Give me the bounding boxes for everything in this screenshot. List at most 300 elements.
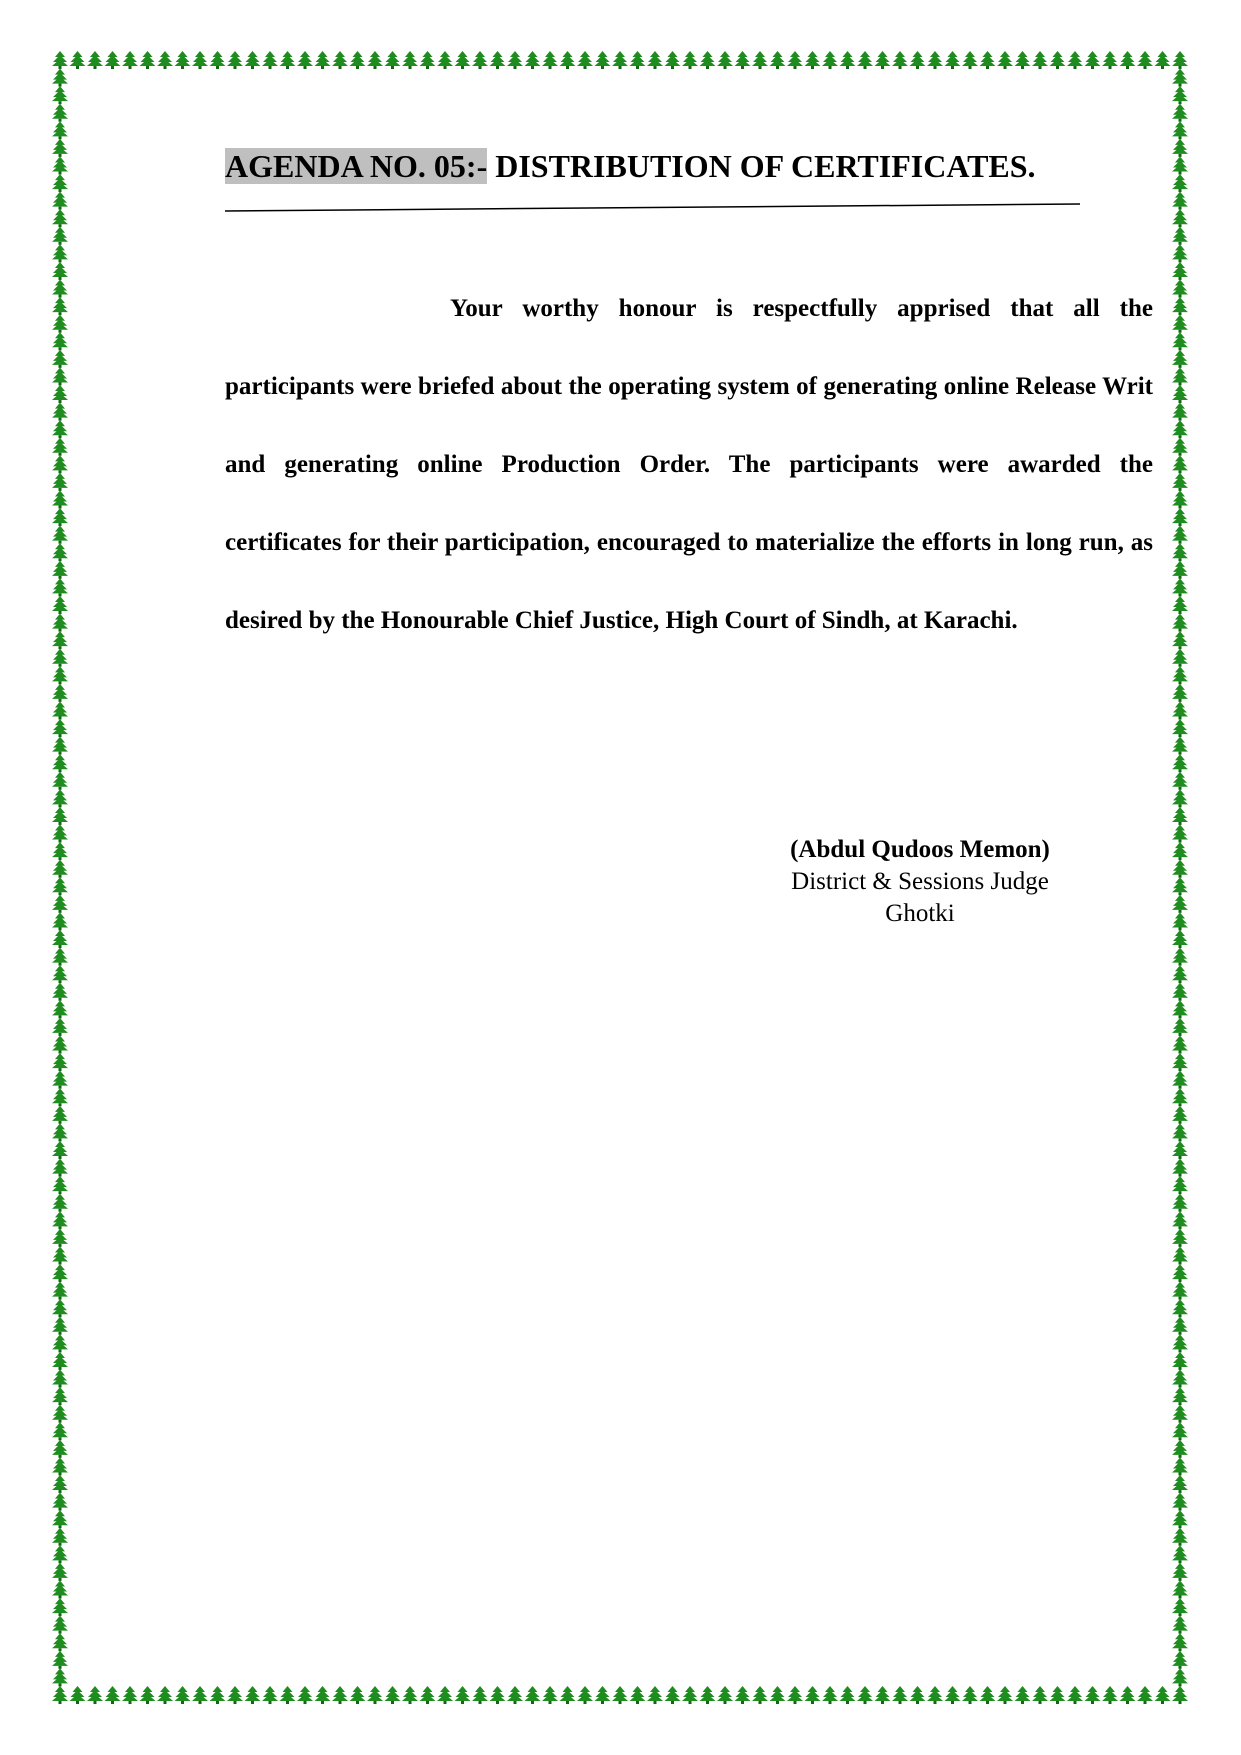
pine-tree-icon bbox=[52, 367, 68, 385]
pine-tree-icon bbox=[822, 1686, 838, 1704]
pine-tree-icon bbox=[1172, 912, 1188, 930]
pine-tree-icon bbox=[1172, 561, 1188, 579]
pine-tree-icon bbox=[1172, 877, 1188, 895]
pine-tree-icon bbox=[157, 1686, 173, 1704]
pine-tree-icon bbox=[52, 244, 68, 262]
pine-tree-icon bbox=[122, 1686, 138, 1704]
pine-tree-icon bbox=[420, 51, 436, 69]
pine-tree-icon bbox=[1120, 51, 1136, 69]
pine-tree-icon bbox=[52, 772, 68, 790]
pine-tree-icon bbox=[490, 51, 506, 69]
pine-tree-icon bbox=[210, 1686, 226, 1704]
pine-tree-icon bbox=[140, 51, 156, 69]
pine-tree-icon bbox=[52, 174, 68, 192]
pine-tree-icon bbox=[1172, 403, 1188, 421]
pine-tree-icon bbox=[1172, 315, 1188, 333]
pine-tree-icon bbox=[52, 737, 68, 755]
pine-tree-icon bbox=[52, 104, 68, 122]
pine-tree-icon bbox=[507, 51, 523, 69]
pine-tree-icon bbox=[1172, 174, 1188, 192]
pine-tree-icon bbox=[52, 526, 68, 544]
pine-tree-icon bbox=[700, 51, 716, 69]
pine-tree-icon bbox=[52, 701, 68, 719]
pine-tree-icon bbox=[52, 561, 68, 579]
pine-tree-icon bbox=[402, 1686, 418, 1704]
pine-tree-icon bbox=[1172, 1088, 1188, 1106]
pine-tree-icon bbox=[1172, 1176, 1188, 1194]
pine-tree-icon bbox=[1172, 192, 1188, 210]
pine-tree-icon bbox=[630, 51, 646, 69]
pine-tree-icon bbox=[1172, 455, 1188, 473]
pine-tree-icon bbox=[402, 51, 418, 69]
pine-tree-icon bbox=[52, 262, 68, 280]
pine-tree-icon bbox=[805, 51, 821, 69]
pine-tree-icon bbox=[52, 1211, 68, 1229]
pine-tree-icon bbox=[1172, 1194, 1188, 1212]
pine-tree-icon bbox=[52, 825, 68, 843]
pine-tree-icon bbox=[1120, 1686, 1136, 1704]
pine-tree-icon bbox=[52, 666, 68, 684]
pine-tree-icon bbox=[227, 1686, 243, 1704]
pine-tree-icon bbox=[560, 51, 576, 69]
pine-tree-icon bbox=[52, 1246, 68, 1264]
pine-tree-icon bbox=[1172, 1246, 1188, 1264]
pine-tree-icon bbox=[52, 139, 68, 157]
pine-tree-icon bbox=[52, 1053, 68, 1071]
pine-tree-icon bbox=[910, 1686, 926, 1704]
pine-tree-icon bbox=[735, 51, 751, 69]
pine-tree-icon bbox=[350, 51, 366, 69]
pine-tree-icon bbox=[455, 51, 471, 69]
pine-tree-icon bbox=[1172, 1563, 1188, 1581]
pine-tree-icon bbox=[52, 1457, 68, 1475]
pine-tree-icon bbox=[52, 842, 68, 860]
pine-tree-icon bbox=[1172, 367, 1188, 385]
pine-tree-icon bbox=[52, 1088, 68, 1106]
pine-tree-icon bbox=[52, 508, 68, 526]
pine-tree-icon bbox=[1172, 227, 1188, 245]
pine-tree-icon bbox=[52, 1581, 68, 1599]
pine-tree-icon bbox=[52, 297, 68, 315]
pine-tree-icon bbox=[52, 491, 68, 509]
pine-tree-icon bbox=[52, 121, 68, 139]
pine-tree-icon bbox=[52, 1299, 68, 1317]
heading-underline bbox=[225, 202, 1080, 214]
pine-tree-icon bbox=[140, 1686, 156, 1704]
pine-tree-icon bbox=[52, 1264, 68, 1282]
pine-tree-icon bbox=[1172, 807, 1188, 825]
pine-tree-icon bbox=[262, 1686, 278, 1704]
pine-tree-icon bbox=[1172, 1633, 1188, 1651]
pine-tree-icon bbox=[1172, 1264, 1188, 1282]
pine-tree-icon bbox=[1032, 51, 1048, 69]
pine-tree-icon bbox=[717, 51, 733, 69]
pine-tree-icon bbox=[332, 51, 348, 69]
pine-tree-icon bbox=[840, 1686, 856, 1704]
pine-tree-icon bbox=[927, 1686, 943, 1704]
pine-tree-icon bbox=[420, 1686, 436, 1704]
pine-tree-icon bbox=[997, 51, 1013, 69]
pine-tree-icon bbox=[105, 1686, 121, 1704]
pine-tree-icon bbox=[367, 1686, 383, 1704]
pine-tree-icon bbox=[595, 1686, 611, 1704]
pine-tree-icon bbox=[1172, 1422, 1188, 1440]
pine-tree-icon bbox=[1155, 51, 1171, 69]
pine-tree-icon bbox=[1172, 508, 1188, 526]
pine-tree-icon bbox=[1172, 473, 1188, 491]
pine-tree-icon bbox=[1172, 51, 1188, 69]
pine-tree-icon bbox=[1172, 649, 1188, 667]
pine-tree-icon bbox=[787, 51, 803, 69]
pine-tree-icon bbox=[1172, 69, 1188, 87]
pine-tree-icon bbox=[1172, 930, 1188, 948]
pine-tree-icon bbox=[1172, 1457, 1188, 1475]
pine-tree-icon bbox=[1172, 1598, 1188, 1616]
pine-tree-icon bbox=[577, 1686, 593, 1704]
pine-tree-icon bbox=[997, 1686, 1013, 1704]
pine-tree-icon bbox=[52, 438, 68, 456]
pine-tree-icon bbox=[647, 1686, 663, 1704]
agenda-title: DISTRIBUTION OF CERTIFICATES. bbox=[487, 148, 1036, 184]
pine-tree-icon bbox=[752, 51, 768, 69]
pine-tree-icon bbox=[577, 51, 593, 69]
pine-tree-icon bbox=[892, 51, 908, 69]
pine-tree-icon bbox=[525, 51, 541, 69]
pine-tree-icon bbox=[1172, 596, 1188, 614]
pine-tree-icon bbox=[52, 1422, 68, 1440]
pine-tree-icon bbox=[52, 1651, 68, 1669]
pine-tree-icon bbox=[1172, 1545, 1188, 1563]
pine-tree-icon bbox=[52, 1194, 68, 1212]
pine-tree-icon bbox=[385, 1686, 401, 1704]
pine-tree-icon bbox=[245, 51, 261, 69]
pine-tree-icon bbox=[612, 1686, 628, 1704]
pine-tree-icon bbox=[1172, 754, 1188, 772]
pine-tree-icon bbox=[1172, 543, 1188, 561]
pine-tree-icon bbox=[52, 860, 68, 878]
pine-tree-icon bbox=[52, 983, 68, 1001]
pine-tree-icon bbox=[1172, 631, 1188, 649]
pine-tree-icon bbox=[105, 51, 121, 69]
pine-tree-icon bbox=[1172, 1370, 1188, 1388]
pine-tree-icon bbox=[52, 86, 68, 104]
pine-tree-icon bbox=[1172, 965, 1188, 983]
pine-tree-icon bbox=[1015, 1686, 1031, 1704]
pine-tree-icon bbox=[437, 1686, 453, 1704]
pine-tree-icon bbox=[192, 51, 208, 69]
pine-tree-icon bbox=[52, 1563, 68, 1581]
pine-tree-icon bbox=[437, 51, 453, 69]
pine-tree-icon bbox=[1172, 1106, 1188, 1124]
pine-tree-icon bbox=[350, 1686, 366, 1704]
pine-tree-icon bbox=[52, 1018, 68, 1036]
pine-tree-icon bbox=[87, 51, 103, 69]
pine-tree-icon bbox=[52, 1334, 68, 1352]
pine-tree-icon bbox=[1172, 1123, 1188, 1141]
pine-tree-icon bbox=[52, 596, 68, 614]
pine-tree-icon bbox=[52, 789, 68, 807]
pine-tree-icon bbox=[262, 51, 278, 69]
pine-tree-icon bbox=[1172, 1493, 1188, 1511]
pine-tree-icon bbox=[1102, 1686, 1118, 1704]
pine-tree-icon bbox=[52, 280, 68, 298]
pine-tree-icon bbox=[52, 912, 68, 930]
pine-tree-icon bbox=[700, 1686, 716, 1704]
pine-tree-icon bbox=[52, 1528, 68, 1546]
pine-tree-icon bbox=[52, 69, 68, 87]
pine-tree-icon bbox=[962, 51, 978, 69]
pine-tree-icon bbox=[1172, 1159, 1188, 1177]
pine-tree-icon bbox=[52, 1668, 68, 1686]
pine-tree-icon bbox=[52, 1106, 68, 1124]
pine-tree-icon bbox=[857, 51, 873, 69]
pine-tree-icon bbox=[1032, 1686, 1048, 1704]
pine-tree-icon bbox=[52, 807, 68, 825]
pine-tree-icon bbox=[52, 1036, 68, 1054]
pine-tree-icon bbox=[595, 51, 611, 69]
pine-tree-icon bbox=[52, 1229, 68, 1247]
pine-tree-icon bbox=[1172, 297, 1188, 315]
pine-tree-icon bbox=[245, 1686, 261, 1704]
pine-tree-icon bbox=[1172, 438, 1188, 456]
pine-tree-icon bbox=[945, 1686, 961, 1704]
pine-tree-icon bbox=[787, 1686, 803, 1704]
pine-tree-icon bbox=[927, 51, 943, 69]
pine-tree-icon bbox=[735, 1686, 751, 1704]
pine-tree-icon bbox=[630, 1686, 646, 1704]
pine-tree-icon bbox=[1172, 825, 1188, 843]
pine-tree-icon bbox=[52, 1616, 68, 1634]
pine-tree-icon bbox=[542, 1686, 558, 1704]
pine-tree-icon bbox=[857, 1686, 873, 1704]
pine-tree-icon bbox=[1172, 1282, 1188, 1300]
pine-tree-icon bbox=[507, 1686, 523, 1704]
pine-tree-icon bbox=[52, 649, 68, 667]
pine-tree-icon bbox=[682, 1686, 698, 1704]
pine-tree-icon bbox=[875, 51, 891, 69]
pine-tree-icon bbox=[647, 51, 663, 69]
pine-tree-icon bbox=[52, 385, 68, 403]
pine-tree-icon bbox=[52, 315, 68, 333]
pine-tree-icon bbox=[1172, 1616, 1188, 1634]
pine-tree-icon bbox=[52, 1071, 68, 1089]
pine-tree-icon bbox=[1172, 701, 1188, 719]
pine-tree-icon bbox=[210, 51, 226, 69]
pine-tree-icon bbox=[52, 1141, 68, 1159]
pine-tree-icon bbox=[175, 1686, 191, 1704]
pine-tree-icon bbox=[875, 1686, 891, 1704]
pine-tree-icon bbox=[840, 51, 856, 69]
pine-tree-icon bbox=[122, 51, 138, 69]
pine-tree-icon bbox=[52, 1493, 68, 1511]
pine-tree-icon bbox=[1067, 1686, 1083, 1704]
pine-tree-icon bbox=[1172, 1387, 1188, 1405]
pine-tree-icon bbox=[52, 1387, 68, 1405]
pine-tree-icon bbox=[1172, 1229, 1188, 1247]
pine-tree-icon bbox=[52, 1598, 68, 1616]
pine-tree-icon bbox=[1137, 1686, 1153, 1704]
pine-tree-icon bbox=[1172, 526, 1188, 544]
pine-tree-icon bbox=[1015, 51, 1031, 69]
pine-tree-icon bbox=[157, 51, 173, 69]
pine-tree-icon bbox=[1172, 1000, 1188, 1018]
pine-tree-icon bbox=[1172, 491, 1188, 509]
pine-tree-icon bbox=[612, 51, 628, 69]
pine-tree-icon bbox=[297, 51, 313, 69]
pine-tree-icon bbox=[1172, 895, 1188, 913]
pine-tree-icon bbox=[52, 51, 68, 69]
pine-tree-icon bbox=[962, 1686, 978, 1704]
pine-tree-icon bbox=[1172, 1405, 1188, 1423]
pine-tree-icon bbox=[52, 684, 68, 702]
pine-tree-icon bbox=[1172, 666, 1188, 684]
pine-tree-icon bbox=[52, 403, 68, 421]
pine-tree-icon bbox=[1172, 789, 1188, 807]
pine-tree-icon bbox=[1172, 719, 1188, 737]
pine-tree-icon bbox=[175, 51, 191, 69]
pine-tree-icon bbox=[542, 51, 558, 69]
pine-tree-icon bbox=[52, 877, 68, 895]
signatory-name: (Abdul Qudoos Memon) bbox=[790, 836, 1050, 863]
pine-tree-icon bbox=[1172, 684, 1188, 702]
pine-tree-icon bbox=[560, 1686, 576, 1704]
pine-tree-icon bbox=[665, 51, 681, 69]
pine-tree-icon bbox=[52, 1282, 68, 1300]
pine-tree-icon bbox=[717, 1686, 733, 1704]
pine-tree-icon bbox=[52, 614, 68, 632]
pine-tree-icon bbox=[52, 156, 68, 174]
pine-tree-icon bbox=[1172, 1317, 1188, 1335]
pine-tree-icon bbox=[1172, 1581, 1188, 1599]
pine-tree-icon bbox=[665, 1686, 681, 1704]
pine-tree-icon bbox=[1172, 420, 1188, 438]
pine-tree-icon bbox=[980, 51, 996, 69]
pine-tree-icon bbox=[280, 51, 296, 69]
pine-tree-icon bbox=[1172, 1528, 1188, 1546]
pine-tree-icon bbox=[1172, 614, 1188, 632]
pine-tree-icon bbox=[770, 51, 786, 69]
pine-tree-icon bbox=[52, 1440, 68, 1458]
pine-tree-icon bbox=[1050, 1686, 1066, 1704]
pine-tree-icon bbox=[385, 51, 401, 69]
pine-tree-icon bbox=[52, 350, 68, 368]
pine-tree-icon bbox=[52, 895, 68, 913]
agenda-number: AGENDA NO. 05:- bbox=[225, 148, 488, 184]
pine-tree-icon bbox=[1172, 1440, 1188, 1458]
pine-tree-icon bbox=[52, 1317, 68, 1335]
pine-tree-icon bbox=[52, 631, 68, 649]
pine-tree-icon bbox=[1172, 1352, 1188, 1370]
pine-tree-icon bbox=[297, 1686, 313, 1704]
pine-tree-icon bbox=[1172, 772, 1188, 790]
pine-tree-icon bbox=[1172, 948, 1188, 966]
signature-block bbox=[770, 834, 1070, 930]
pine-tree-icon bbox=[52, 543, 68, 561]
pine-tree-icon bbox=[52, 420, 68, 438]
pine-tree-icon bbox=[980, 1686, 996, 1704]
pine-tree-icon bbox=[1172, 983, 1188, 1001]
pine-tree-icon bbox=[1102, 51, 1118, 69]
pine-tree-icon bbox=[1172, 332, 1188, 350]
pine-tree-icon bbox=[1172, 842, 1188, 860]
pine-tree-icon bbox=[52, 719, 68, 737]
pine-tree-icon bbox=[455, 1686, 471, 1704]
pine-tree-icon bbox=[1172, 737, 1188, 755]
pine-tree-icon bbox=[910, 51, 926, 69]
pine-tree-icon bbox=[1172, 1686, 1188, 1704]
pine-tree-icon bbox=[52, 1545, 68, 1563]
pine-tree-icon bbox=[52, 1159, 68, 1177]
pine-tree-icon bbox=[1172, 1141, 1188, 1159]
pine-tree-icon bbox=[1172, 262, 1188, 280]
pine-tree-icon bbox=[1172, 1299, 1188, 1317]
pine-tree-icon bbox=[70, 51, 86, 69]
signatory-place: Ghotki bbox=[885, 900, 955, 927]
pine-tree-icon bbox=[1172, 86, 1188, 104]
pine-tree-icon bbox=[1137, 51, 1153, 69]
pine-tree-icon bbox=[52, 209, 68, 227]
pine-tree-icon bbox=[227, 51, 243, 69]
pine-tree-icon bbox=[52, 1510, 68, 1528]
pine-tree-icon bbox=[525, 1686, 541, 1704]
pine-tree-icon bbox=[472, 1686, 488, 1704]
pine-tree-icon bbox=[52, 455, 68, 473]
agenda-heading bbox=[225, 148, 1036, 185]
pine-tree-icon bbox=[1172, 578, 1188, 596]
pine-tree-icon bbox=[1172, 1651, 1188, 1669]
pine-tree-icon bbox=[52, 1686, 68, 1704]
pine-tree-icon bbox=[1050, 51, 1066, 69]
pine-tree-icon bbox=[945, 51, 961, 69]
pine-tree-icon bbox=[1172, 156, 1188, 174]
pine-tree-icon bbox=[1085, 51, 1101, 69]
pine-tree-icon bbox=[52, 1000, 68, 1018]
signatory-designation: District & Sessions Judge bbox=[791, 868, 1049, 895]
pine-tree-icon bbox=[1172, 121, 1188, 139]
pine-tree-icon bbox=[52, 948, 68, 966]
pine-tree-icon bbox=[52, 473, 68, 491]
pine-tree-icon bbox=[315, 51, 331, 69]
pine-tree-icon bbox=[52, 930, 68, 948]
pine-tree-icon bbox=[52, 1370, 68, 1388]
pine-tree-icon bbox=[1172, 104, 1188, 122]
pine-tree-icon bbox=[892, 1686, 908, 1704]
pine-tree-icon bbox=[52, 1352, 68, 1370]
pine-tree-icon bbox=[1172, 1668, 1188, 1686]
pine-tree-icon bbox=[682, 51, 698, 69]
pine-tree-icon bbox=[52, 1475, 68, 1493]
pine-tree-icon bbox=[52, 227, 68, 245]
pine-tree-icon bbox=[1085, 1686, 1101, 1704]
pine-tree-icon bbox=[52, 1123, 68, 1141]
pine-tree-icon bbox=[1172, 1211, 1188, 1229]
pine-tree-icon bbox=[1172, 1475, 1188, 1493]
pine-tree-icon bbox=[52, 1633, 68, 1651]
pine-tree-icon bbox=[1172, 1018, 1188, 1036]
pine-tree-icon bbox=[1172, 1334, 1188, 1352]
pine-tree-icon bbox=[472, 51, 488, 69]
pine-tree-icon bbox=[1172, 1071, 1188, 1089]
pine-tree-icon bbox=[52, 332, 68, 350]
pine-tree-icon bbox=[52, 192, 68, 210]
pine-tree-icon bbox=[52, 1176, 68, 1194]
pine-tree-icon bbox=[192, 1686, 208, 1704]
pine-tree-icon bbox=[52, 965, 68, 983]
pine-tree-icon bbox=[367, 51, 383, 69]
pine-tree-icon bbox=[1172, 860, 1188, 878]
pine-tree-icon bbox=[1172, 209, 1188, 227]
pine-tree-icon bbox=[805, 1686, 821, 1704]
